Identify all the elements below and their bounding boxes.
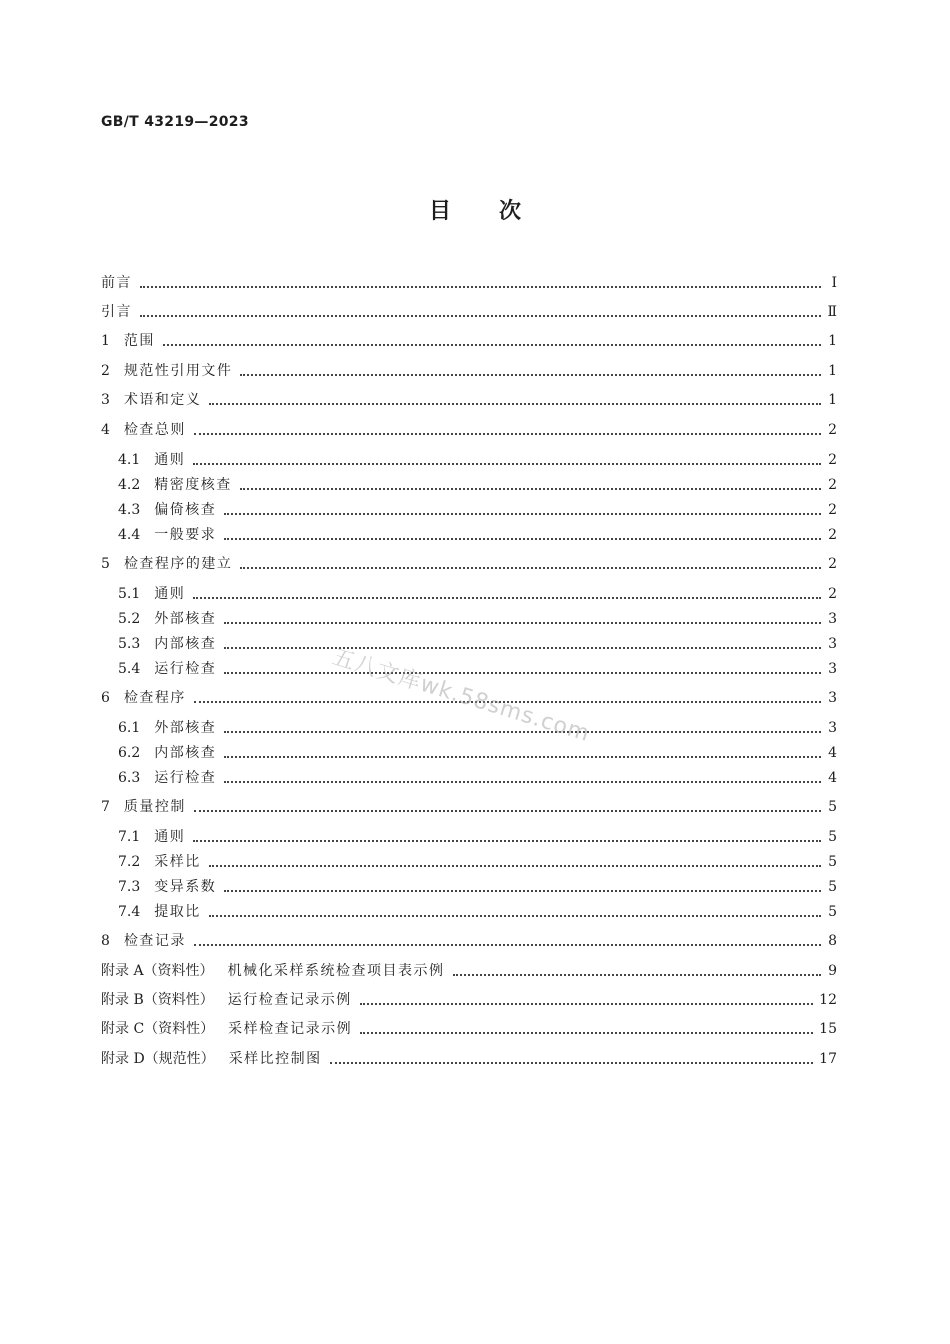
toc-entry-number: 7.3	[118, 879, 141, 895]
toc-entry-number: 7.1	[118, 829, 141, 845]
toc-entry-label: 提取比	[154, 904, 201, 920]
toc-entry[interactable]	[118, 497, 837, 523]
toc-dot-leader	[224, 781, 821, 783]
toc-entry-page: 2	[828, 502, 837, 518]
toc-entry-page: Ⅰ	[831, 275, 837, 291]
toc-entry[interactable]	[118, 765, 837, 791]
toc-entry-page: 17	[819, 1051, 837, 1067]
toc-dot-leader	[330, 1062, 813, 1064]
toc-dot-leader	[224, 890, 821, 892]
toc-entry-label: 变异系数	[154, 879, 217, 895]
toc-entry-label: 内部核查	[154, 745, 217, 761]
toc-dot-leader	[360, 1032, 813, 1034]
toc-entry-number: 2	[101, 363, 110, 379]
toc-entry-number: 附录 B（资料性）	[101, 992, 214, 1008]
toc-entry-page: 2	[828, 422, 837, 438]
toc-entry[interactable]	[101, 270, 837, 296]
toc-entry-number: 附录 D（规范性）	[101, 1051, 215, 1067]
toc-entry-page: 4	[828, 745, 837, 761]
toc-entry-number: 5.2	[118, 611, 141, 627]
title-char-2: 次	[499, 199, 522, 224]
toc-entry[interactable]	[101, 358, 837, 384]
toc-entry-page: 3	[828, 611, 837, 627]
toc-entry-page: 1	[828, 392, 837, 408]
toc-entry-number: 附录 A（资料性）	[101, 963, 214, 979]
standard-code: GB/T 43219—2023	[101, 114, 249, 130]
toc-entry[interactable]	[101, 417, 837, 443]
toc-entry-page: 1	[828, 363, 837, 379]
toc-entry-page: 5	[828, 879, 837, 895]
toc-entry-number: 3	[101, 392, 110, 408]
toc-dot-leader	[209, 865, 821, 867]
toc-entry-page: 2	[828, 477, 837, 493]
toc-entry-label: 通则	[154, 452, 186, 468]
toc-entry-label: 术语和定义	[123, 392, 202, 408]
toc-dot-leader	[194, 433, 821, 435]
toc-entry[interactable]	[101, 387, 837, 413]
toc-dot-leader	[240, 374, 821, 376]
toc-entry-label: 规范性引用文件	[123, 363, 233, 379]
toc-dot-leader	[140, 315, 821, 317]
toc-entry-page: 3	[828, 720, 837, 736]
toc-entry[interactable]	[118, 740, 837, 766]
toc-entry-page: 3	[828, 690, 837, 706]
toc-entry-page: 8	[828, 933, 837, 949]
toc-entry[interactable]	[101, 958, 837, 984]
toc-dot-leader	[194, 944, 821, 946]
toc-entry[interactable]	[118, 447, 837, 473]
toc-entry-label: 偏倚核查	[154, 502, 217, 518]
title-char-1: 目	[428, 199, 451, 224]
toc-entry-number: 8	[101, 933, 110, 949]
toc-entry-label: 外部核查	[154, 611, 217, 627]
toc-dot-leader	[224, 672, 821, 674]
toc-entry-number: 4.4	[118, 527, 141, 543]
toc-entry[interactable]	[101, 1016, 837, 1042]
toc-entry-page: 4	[828, 770, 837, 786]
toc-entry-label: 引言	[101, 304, 132, 320]
toc-dot-leader	[224, 622, 821, 624]
toc-dot-leader	[224, 538, 821, 540]
toc-entry[interactable]	[118, 824, 837, 850]
toc-entry-page: 5	[828, 854, 837, 870]
toc-dot-leader	[209, 915, 821, 917]
toc-entry-page: 3	[828, 661, 837, 677]
toc-entry[interactable]	[101, 928, 837, 954]
toc-dot-leader	[140, 286, 821, 288]
toc-entry-label: 检查记录	[123, 933, 186, 949]
toc-dot-leader	[193, 597, 821, 599]
toc-entry-number: 4	[101, 422, 110, 438]
toc-entry-page: 2	[828, 556, 837, 572]
toc-entry-page: 2	[828, 527, 837, 543]
toc-entry[interactable]	[101, 1046, 837, 1072]
toc-dot-leader	[224, 756, 821, 758]
toc-entry-number: 4.3	[118, 502, 141, 518]
toc-entry-label: 采样比控制图	[228, 1051, 322, 1067]
toc-entry[interactable]	[101, 328, 837, 354]
toc-entry-label: 运行检查记录示例	[227, 992, 352, 1008]
toc-entry-label: 检查程序的建立	[123, 556, 233, 572]
toc-dot-leader	[163, 344, 821, 346]
toc-entry[interactable]	[118, 631, 837, 657]
toc-entry-page: Ⅱ	[827, 304, 837, 320]
toc-entry-label: 通则	[154, 829, 186, 845]
toc-entry-label: 外部核查	[154, 720, 217, 736]
toc-entry-number: 5.4	[118, 661, 141, 677]
toc-entry-label: 机械化采样系统检查项目表示例	[227, 963, 445, 979]
toc-entry[interactable]	[118, 715, 837, 741]
toc-entry[interactable]	[101, 551, 837, 577]
toc-entry-page: 5	[828, 829, 837, 845]
toc-entry-label: 通则	[154, 586, 186, 602]
toc-entry[interactable]	[118, 606, 837, 632]
watermark-text: 五八文库wk.58sms.com	[329, 644, 593, 748]
toc-entry-number: 5.3	[118, 636, 141, 652]
toc-entry-label: 运行检查	[154, 661, 217, 677]
toc-entry-page: 9	[828, 963, 837, 979]
toc-entry-number: 7	[101, 799, 110, 815]
toc-dot-leader	[224, 647, 821, 649]
toc-entry-number: 1	[101, 333, 110, 349]
toc-entry[interactable]	[118, 522, 837, 548]
toc-entry-page: 5	[828, 799, 837, 815]
toc-dot-leader	[240, 488, 821, 490]
toc-entry[interactable]	[118, 849, 837, 875]
toc-entry-number: 6.1	[118, 720, 141, 736]
toc-dot-leader	[240, 567, 821, 569]
toc-entry-page: 1	[828, 333, 837, 349]
toc-entry-page: 15	[819, 1021, 837, 1037]
toc-entry-label: 检查总则	[123, 422, 186, 438]
toc-entry-label: 检查程序	[123, 690, 186, 706]
toc-dot-leader	[360, 1003, 813, 1005]
toc-entry[interactable]	[118, 472, 837, 498]
page-title	[0, 194, 950, 225]
toc-entry[interactable]	[118, 581, 837, 607]
toc-entry-page: 3	[828, 636, 837, 652]
toc-entry-label: 运行检查	[154, 770, 217, 786]
toc-entry-label: 一般要求	[154, 527, 217, 543]
toc-entry-label: 采样检查记录示例	[228, 1021, 353, 1037]
toc-entry-number: 6	[101, 690, 110, 706]
toc-entry-number: 7.2	[118, 854, 141, 870]
toc-entry-label: 质量控制	[123, 799, 186, 815]
toc-entry-label: 前言	[101, 275, 132, 291]
toc-entry-page: 5	[828, 904, 837, 920]
toc-dot-leader	[209, 403, 821, 405]
toc-entry[interactable]	[118, 899, 837, 925]
toc-entry[interactable]	[118, 656, 837, 682]
toc-entry[interactable]	[101, 794, 837, 820]
toc-entry-page: 2	[828, 452, 837, 468]
toc-entry-number: 5.1	[118, 586, 141, 602]
toc-entry-label: 采样比	[154, 854, 201, 870]
toc-dot-leader	[193, 463, 821, 465]
toc-entry-number: 6.3	[118, 770, 141, 786]
toc-entry-number: 6.2	[118, 745, 141, 761]
toc-entry[interactable]	[118, 874, 837, 900]
toc-entry-number: 附录 C（资料性）	[101, 1021, 215, 1037]
toc-entry-page: 2	[828, 586, 837, 602]
toc-dot-leader	[453, 974, 821, 976]
toc-entry-page: 12	[819, 992, 837, 1008]
toc-entry-label: 范围	[123, 333, 155, 349]
toc-entry-number: 5	[101, 556, 110, 572]
toc-entry-number: 4.1	[118, 452, 141, 468]
toc-entry-label: 精密度核查	[154, 477, 232, 493]
toc-dot-leader	[224, 513, 821, 515]
toc-dot-leader	[224, 731, 821, 733]
toc-dot-leader	[193, 840, 821, 842]
toc-entry[interactable]	[101, 987, 837, 1013]
toc-entry-number: 4.2	[118, 477, 141, 493]
toc-dot-leader	[194, 810, 821, 812]
toc-entry-number: 7.4	[118, 904, 141, 920]
toc-entry-label: 内部核查	[154, 636, 217, 652]
toc-entry[interactable]	[101, 299, 837, 325]
